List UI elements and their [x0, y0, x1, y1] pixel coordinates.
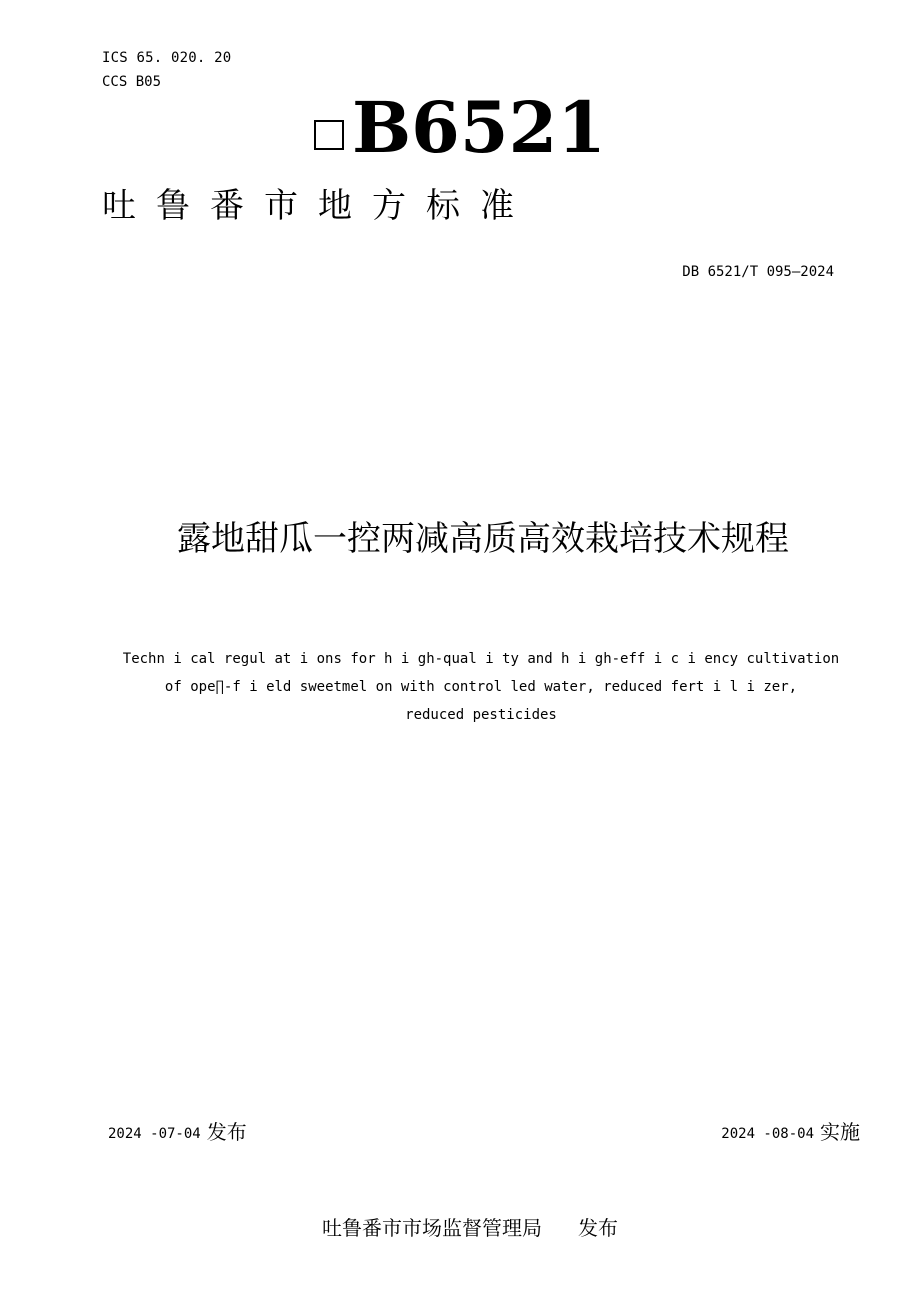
issuer-block	[322, 1212, 618, 1241]
document-title-english-line-1: Techn i cal regul at i ons for h i gh-qual i ty and h i gh-eff i c i ency cultivation	[122, 651, 840, 667]
logo-square-icon	[314, 120, 344, 150]
issue-date: 2024 -07-04	[108, 1126, 201, 1142]
logo-text: B6521	[352, 86, 606, 169]
implementation-label: 实施	[820, 1120, 860, 1144]
issue-label: 发布	[206, 1120, 247, 1144]
implementation-date: 2024 -08-04	[721, 1126, 814, 1142]
issue-date-block	[108, 1116, 247, 1145]
standard-number: DB 6521/T 095—2024	[682, 264, 834, 280]
issuer-name: 吐鲁番市市场监督管理局	[322, 1216, 542, 1240]
standard-logo	[0, 88, 920, 168]
issuer-label: 发布	[578, 1216, 618, 1240]
ccs-code: CCS B05	[102, 74, 162, 90]
document-title-chinese: 露地甜瓜一控两减高质高效栽培技术规程	[177, 519, 789, 559]
standard-category-title: 吐鲁番市地方标准	[102, 186, 534, 226]
document-title-english-line-3: reduced pesticides	[405, 707, 557, 723]
ics-code: ICS 65. 020. 20	[102, 50, 232, 66]
document-title-english-line-2: of ope∏-f i eld sweetmel on with control led water, reduced fert i l i zer,	[164, 679, 798, 695]
implementation-date-block	[721, 1116, 860, 1145]
